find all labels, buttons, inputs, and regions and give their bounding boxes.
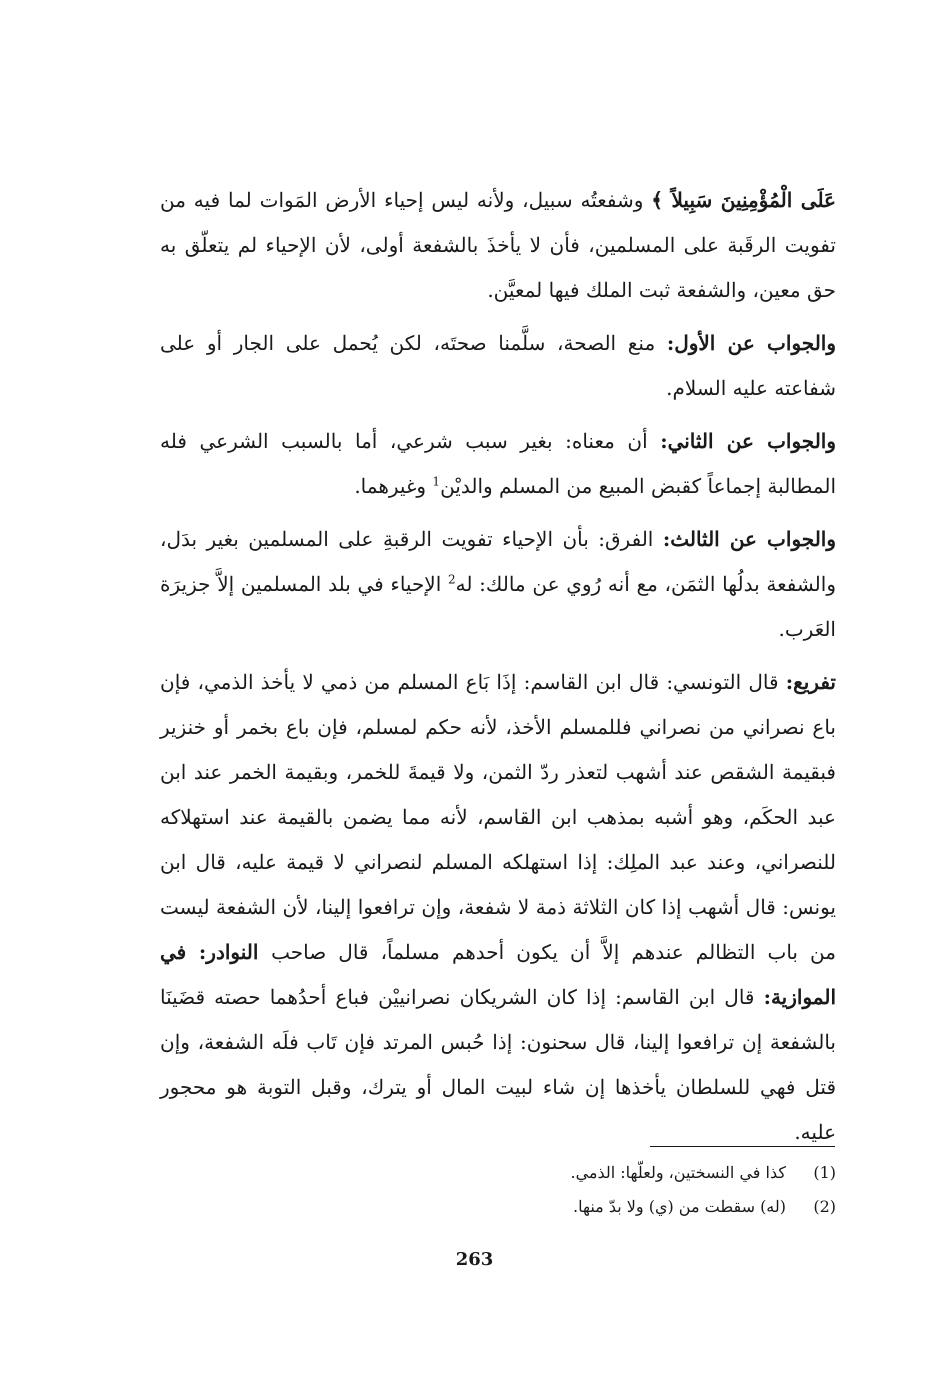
footnote-number: (2) [813,1197,836,1216]
footnote-text: كذا في النسختين، ولعلّها: الذمي. [570,1163,786,1182]
paragraph-5 [160,660,836,1155]
paragraph-text-tail: وغيرهما. [354,474,433,498]
footnotes [160,1156,836,1224]
quran-quote: عَلَى الْمُؤْمِنِينَ سَبِيلاً ﴾ [651,188,836,212]
footnote-2 [160,1190,836,1224]
paragraph-text-tail: الإحياء في بلد المسلمين إلاَّ جزيرَة العَرب. [160,572,836,641]
paragraph-text: وشفعتُه سبيل، ولأنه ليس إحياء الأرض المَوات لما فيه من تفويت الرقَبة على المسلمين، فأن لا يأخذَ بالشفعة أولى، لأن الإحياء لم يتعلّق به حق معين، والشفعة ثبت الملك فيها لمعيَّن. [160,188,836,302]
paragraph-text: الفرق: بأن الإحياء تفويت الرقبةِ على المسلمين بغير بدَل، والشفعة بدلُها الثمَن، مع أنه رُوي عن مالك: له [160,527,836,596]
answer-heading: والجواب عن الأول: [666,331,836,355]
paragraph-1 [160,178,836,313]
footnote-ref-1: 1 [432,474,441,489]
paragraph-2 [160,321,836,411]
paragraph-text-continued: قال ابن القاسم: إذا كان الشريكان نصرانييْن فباع أحدُهما حصته قضَينَا بالشفعة إن ترافعوا إلينا، قال سحنون: إذا حُبس المرتد فإن تَاب فلَه الشفعة، وإن قتل فهي للسلطان يأخذها إن شاء لبيت المال أو يترك، وقبل التوبة هو محجور عليه. [160,985,837,1144]
answer-heading: والجواب عن الثالث: [662,527,836,551]
footnote-1 [160,1156,836,1190]
main-text [160,178,836,1155]
footnote-number: (1) [813,1163,836,1182]
source-heading: النوادر: في الموازية: [160,940,836,1009]
footnote-ref-2: 2 [447,572,456,587]
paragraph-text: منع الصحة، سلَّمنا صحتَه، لكن يُحمل على الجار أو على شفاعته عليه السلام. [160,331,836,400]
page-number: 263 [455,1249,494,1270]
footnote-text: (له) سقطت من (ي) ولا بدّ منها. [573,1197,786,1216]
answer-heading: والجواب عن الثاني: [660,429,837,453]
paragraph-3 [160,419,836,509]
paragraph-text: قال التونسي: قال ابن القاسم: إذَا بَاع المسلم من ذمي لا يأخذ الذمي، فإن باع نصراني من نصراني فللمسلم الأخذ، لأنه حكم لمسلم، فإن باع بخمر أو خنزير فبقيمة الشقص عند أشهب لتعذر ردّ الثمن، ولا قيمةَ للخمر، وبقيمة الخمر عند ابن عبد الحكَم، وهو أشبه بمذهب ابن القاسم، لأنه مما يضمن بالقيمة عند استهلاكه للنصراني، وعند عبد الملِك: إذا استهلكه المسلم لنصراني لا قيمة عليه، قال ابن يونس: قال أشهب إذا كان الثلاثة ذمة لا شفعة، وإن ترافعوا إلينا، لأن الشفعة ليست من باب التظالم عندهم إلاَّ أن يكون أحدهم مسلماً، قال صاحب [160,670,836,964]
section-heading: تفريع: [785,670,836,694]
paragraph-4 [160,517,836,652]
paragraph-text: أن معناه: بغير سبب شرعي، أما بالسبب الشرعي فله المطالبة إجماعاً كقبض المبيع من المسلم والديْن [160,429,836,498]
footnote-divider [650,1146,835,1147]
